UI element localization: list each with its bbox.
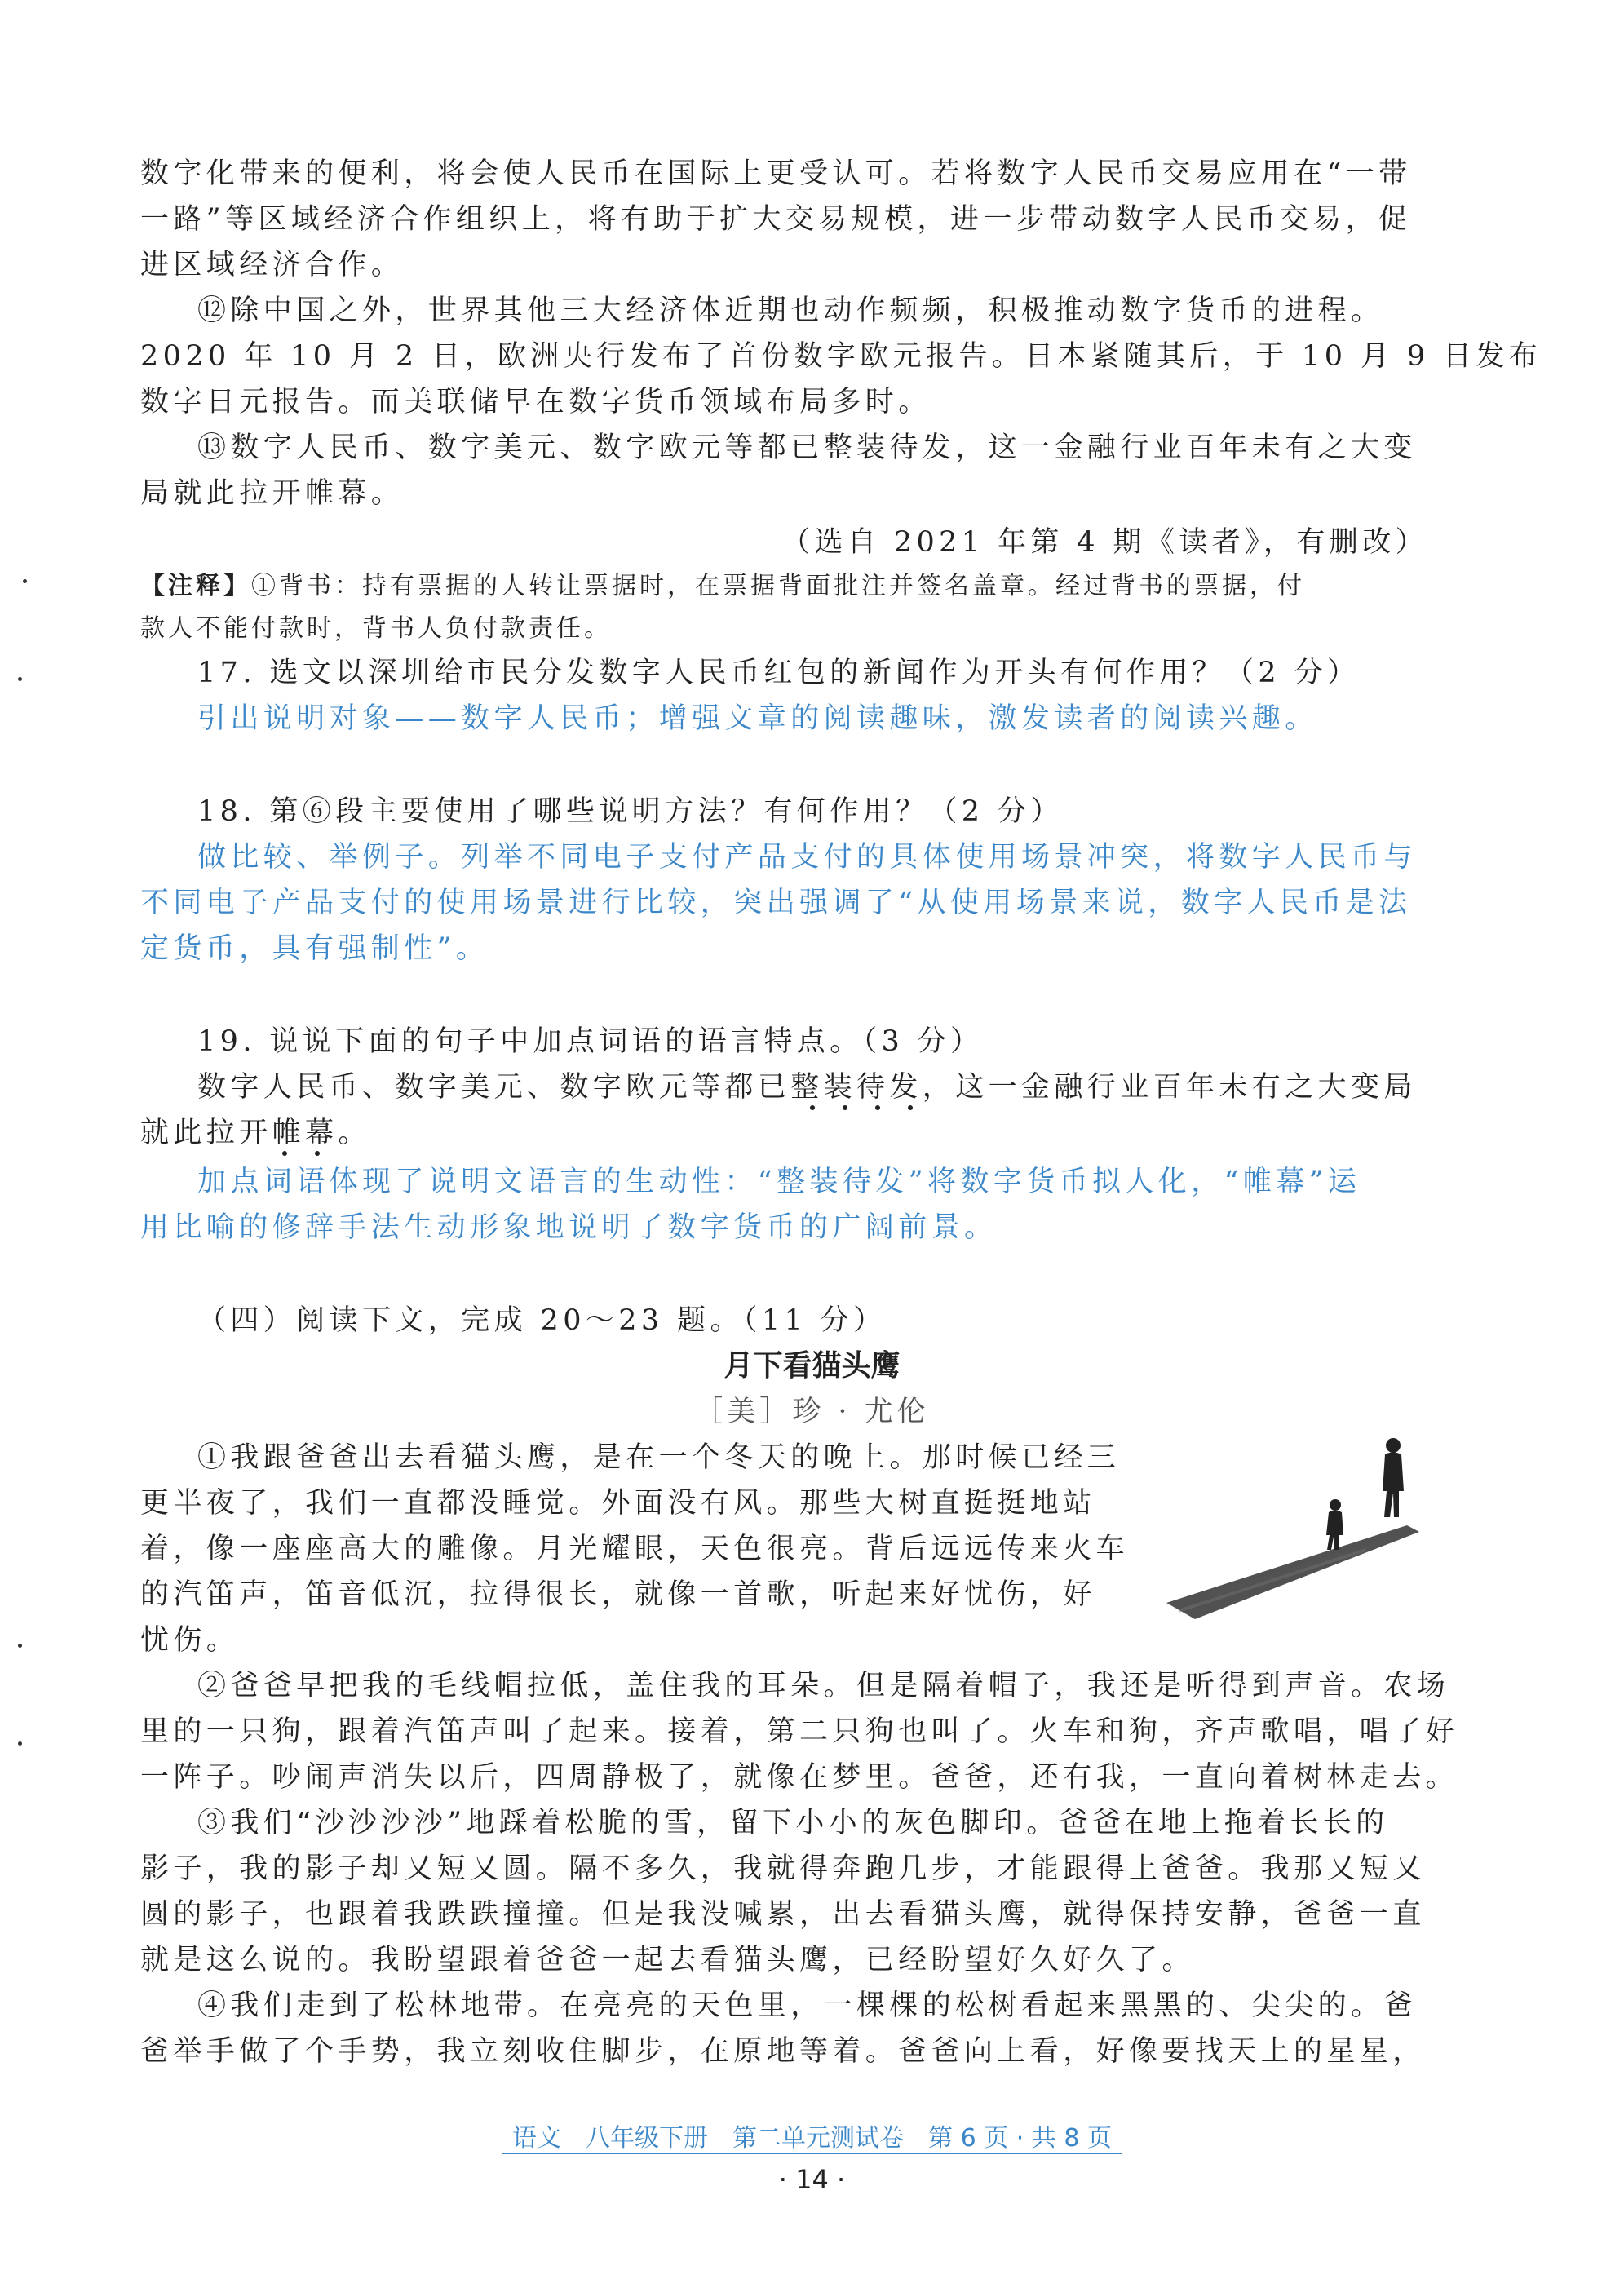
story-line: 就是这么说的。我盼望跟着爸爸一起去看猫头鹰，已经盼望好久好久了。 [140, 1944, 1195, 1976]
story-line: 着，像一座座高大的雕像。月光耀眼，天色很亮。背后远远传来火车 [140, 1533, 1130, 1565]
emphasis-dot [843, 1105, 847, 1110]
margin-mark [18, 1644, 22, 1648]
answer-18-line: 做比较、举例子。列举不同电子支付产品支付的具体使用场景冲突，将数字人民币与 [197, 841, 1417, 874]
margin-mark [23, 579, 27, 583]
emphasis-dot [810, 1105, 815, 1110]
answer-19-line: 用比喻的修辞手法生动形象地说明了数字货币的广阔前景。 [140, 1211, 998, 1244]
note-label: 【注释】 [140, 572, 251, 600]
quoted-sentence-line: 就此拉开帷幕。 [140, 1117, 371, 1149]
story-line: ①我跟爸爸出去看猫头鹰，是在一个冬天的晚上。那时候已经三 [197, 1441, 1121, 1474]
story-line: ④我们走到了松林地带。在亮亮的天色里，一棵棵的松树看起来黑黑的、尖尖的。爸 [197, 1989, 1417, 2022]
story-line: 圆的影子，也跟着我跌跌撞撞。但是我没喊累，出去看猫头鹰，就得保持安静，爸爸一直 [140, 1898, 1426, 1931]
page-number: · 14 · [778, 2164, 846, 2195]
text-line: ⑬数字人民币、数字美元、数字欧元等都已整装待发，这一金融行业百年未有之大变 [197, 431, 1417, 464]
story-line: 一阵子。吵闹声消失以后，四周静极了，就像在梦里。爸爸，还有我，一直向着树林走去。 [140, 1761, 1459, 1794]
answer-19-line: 加点词语体现了说明文语言的生动性：“整装待发”将数字货币拟人化，“帷幕”运 [197, 1166, 1361, 1198]
story-line: ②爸爸早把我的毛线帽拉低，盖住我的耳朵。但是隔着帽子，我还是听得到声音。农场 [197, 1670, 1450, 1702]
father-and-child-illustration [1162, 1427, 1432, 1623]
text-line: 进区域经济合作。 [140, 249, 405, 281]
margin-mark [18, 1741, 22, 1746]
answer-18-line: 定货币，具有强制性”。 [140, 932, 489, 965]
section-heading: （四）阅读下文，完成 20～23 题。（11 分） [197, 1304, 887, 1337]
text-line: ⑫除中国之外，世界其他三大经济体近期也动作频频，积极推动数字货币的进程。 [197, 294, 1384, 327]
text-line: 局就此拉开帷幕。 [140, 477, 405, 510]
text-line: 一路”等区域经济合作组织上，将有助于扩大交易规模，进一步带动数字人民币交易，促 [140, 203, 1412, 236]
question-18: 18. 第⑥段主要使用了哪些说明方法？有何作用？（2 分） [197, 795, 1064, 828]
story-line: 影子，我的影子却又短又圆。隔不多久，我就得奔跑几步，才能跟得上爸爸。我那又短又 [140, 1852, 1426, 1885]
footer-info-text: 语文 八年级下册 第二单元测试卷 第 6 页 · 共 8 页 [502, 2124, 1122, 2154]
note-line-2: 款人不能付款时，背书人负付款责任。 [140, 614, 612, 643]
note-line-1 [140, 564, 1305, 609]
story-line: 的汽笛声，笛音低沉，拉得很长，就像一首歌，听起来好忧伤，好 [140, 1578, 1096, 1611]
story-line: 爸举手做了个手势，我立刻收住脚步，在原地等着。爸爸向上看，好像要找天上的星星， [140, 2035, 1426, 2068]
story-title: 月下看猫头鹰 [723, 1349, 901, 1383]
quoted-sentence-line: 数字人民币、数字美元、数字欧元等都已整装待发，这一金融行业百年未有之大变局 [197, 1071, 1417, 1104]
source-citation: （选自 2021 年第 4 期《读者》，有删改） [781, 526, 1428, 559]
answer-18-line: 不同电子产品支付的使用场景进行比较，突出强调了“从使用场景来说，数字人民币是法 [140, 887, 1412, 919]
emphasis-dot [315, 1151, 320, 1156]
text-line: 2020 年 10 月 2 日，欧洲央行发布了首份数字欧元报告。日本紧随其后，于 10 月 9 日发布 [140, 340, 1542, 373]
text-line: 数字日元报告。而美联储早在数字货币领域布局多时。 [140, 386, 931, 418]
answer-17: 引出说明对象——数字人民币；增强文章的阅读趣味，激发读者的阅读兴趣。 [197, 702, 1318, 735]
story-line: 更半夜了，我们一直都没睡觉。外面没有风。那些大树直挺挺地站 [140, 1487, 1096, 1520]
emphasis-dot [908, 1105, 913, 1110]
story-line: 忧伤。 [140, 1624, 240, 1657]
question-19: 19. 说说下面的句子中加点词语的语言特点。（3 分） [197, 1025, 984, 1058]
margin-mark [18, 677, 22, 681]
story-author: ［美］珍 · 尤伦 [694, 1396, 930, 1428]
emphasis-dot [875, 1105, 880, 1110]
story-line: 里的一只狗，跟着汽笛声叫了起来。接着，第二只狗也叫了。火车和狗，齐声歌唱，唱了好 [140, 1715, 1459, 1748]
note-text: ①背书：持有票据的人转让票据时，在票据背面批注并签名盖章。经过背书的票据，付 [251, 572, 1305, 600]
footer-info [0, 2121, 1624, 2157]
question-17: 17. 选文以深圳给市民分发数字人民币红包的新闻作为开头有何作用？（2 分） [197, 657, 1361, 689]
text-line: 数字化带来的便利，将会使人民币在国际上更受认可。若将数字人民币交易应用在“一带 [140, 157, 1412, 190]
story-line: ③我们“沙沙沙沙”地踩着松脆的雪，留下小小的灰色脚印。爸爸在地上拖着长长的 [197, 1807, 1389, 1839]
emphasis-dot [282, 1151, 287, 1156]
